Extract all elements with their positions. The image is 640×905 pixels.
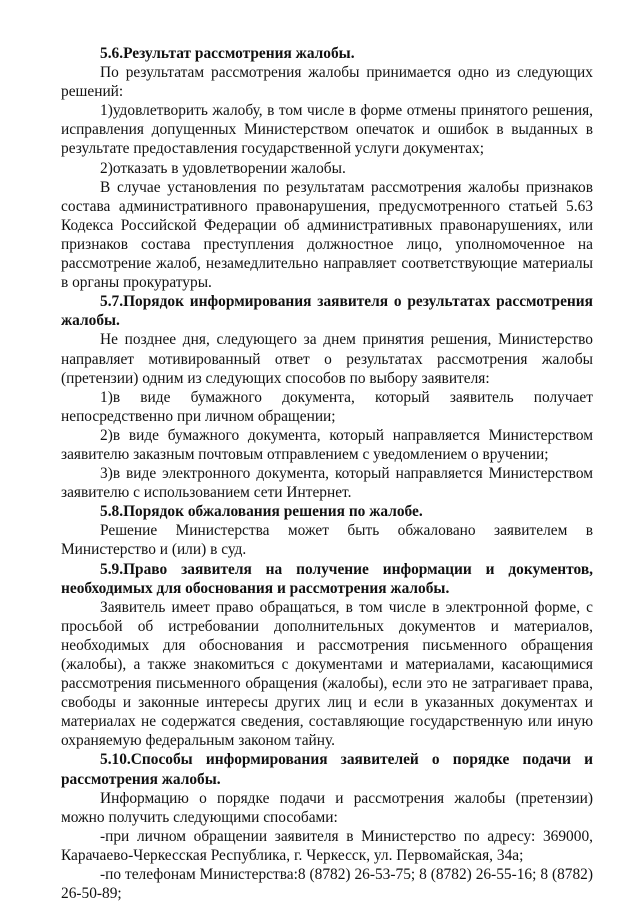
paragraph-5-6-body: В случае установления по результатам рассмотрения жалобы признаков состава административного правонарушения, предусмотренного статьей 5.63 Кодекса Российской Федерации об административных правонарушениях, или признаков состава преступления должностное лицо, уполномоченное на рассмотрение жалоб, незамедлительно направляет соответствующие материалы в органы прокуратуры. <box>61 178 593 292</box>
list-item-5-7-3: 3)в виде электронного документа, который направляется Министерством заявителю с использованием сети Интернет. <box>61 465 593 502</box>
list-item-5-6-1: 1)удовлетворить жалобу, в том числе в форме отмены принятого решения, исправления допущенных Министерством опечаток и ошибок в выданных в результате предоставления государственной услуги документах; <box>61 102 593 158</box>
list-item-5-7-1: 1)в виде бумажного документа, который заявитель получает непосредственно при личном обращении; <box>61 388 593 425</box>
paragraph-5-6-intro: По результатам рассмотрения жалобы принимается одно из следующих решений: <box>61 64 593 101</box>
heading-5-8: 5.8.Порядок обжалования решения по жалобе. <box>100 503 423 521</box>
paragraph-5-9-body: Заявитель имеет право обращаться, в том числе в электронной форме, с просьбой об истребовании дополнительных документов и материалов, необходимых для обоснования и рассмотрения письменного обращения (жалобы), а также знакомиться с документами и материалами, касающимися рассмотрения письменного обращения (жалобы), если это не затрагивает права, свободы и законные интересы других лиц и если в указанных документах и материалах не содержатся сведения, составляющие государственную или иную охраняемую федеральным законом тайну. <box>61 598 593 750</box>
list-item-5-10-2: -по телефонам Министерства:8 (8782) 26-53-75; 8 (8782) 26-55-16; 8 (8782) 26-50-89; <box>61 866 593 903</box>
heading-5-7: 5.7.Порядок информирования заявителя о результатах рассмотрения жалобы. <box>61 293 593 330</box>
heading-5-9: 5.9.Право заявителя на получение информации и документов, необходимых для обоснования и рассмотрения жалобы. <box>61 560 593 597</box>
list-item-5-10-1: -при личном обращении заявителя в Министерство по адресу: 369000, Карачаево-Черкесская Республика, г. Черкесск, ул. Первомайская, 34а; <box>61 827 593 864</box>
heading-5-6: 5.6.Результат рассмотрения жалобы. <box>100 45 355 62</box>
list-item-5-6-2: 2)отказать в удовлетворении жалобы. <box>100 159 346 177</box>
paragraph-5-10-intro: Информацию о порядке подачи и рассмотрения жалобы (претензии) можно получить следующими способами: <box>61 789 593 826</box>
paragraph-5-7-intro: Не позднее дня, следующего за днем принятия решения, Министерство направляет мотивированный ответ о результатах рассмотрения жалобы (претензии) одним из следующих способов по выбору заявителя: <box>61 331 593 387</box>
list-item-5-7-2: 2)в виде бумажного документа, который направляется Министерством заявителю заказным почтовым отправлением с уведомлением о вручении; <box>61 426 593 463</box>
document-page <box>61 44 593 903</box>
heading-5-10: 5.10.Способы информирования заявителей о порядке подачи и рассмотрения жалобы. <box>61 751 593 788</box>
paragraph-5-8-body: Решение Министерства может быть обжаловано заявителем в Министерство и (или) в суд. <box>61 522 593 559</box>
